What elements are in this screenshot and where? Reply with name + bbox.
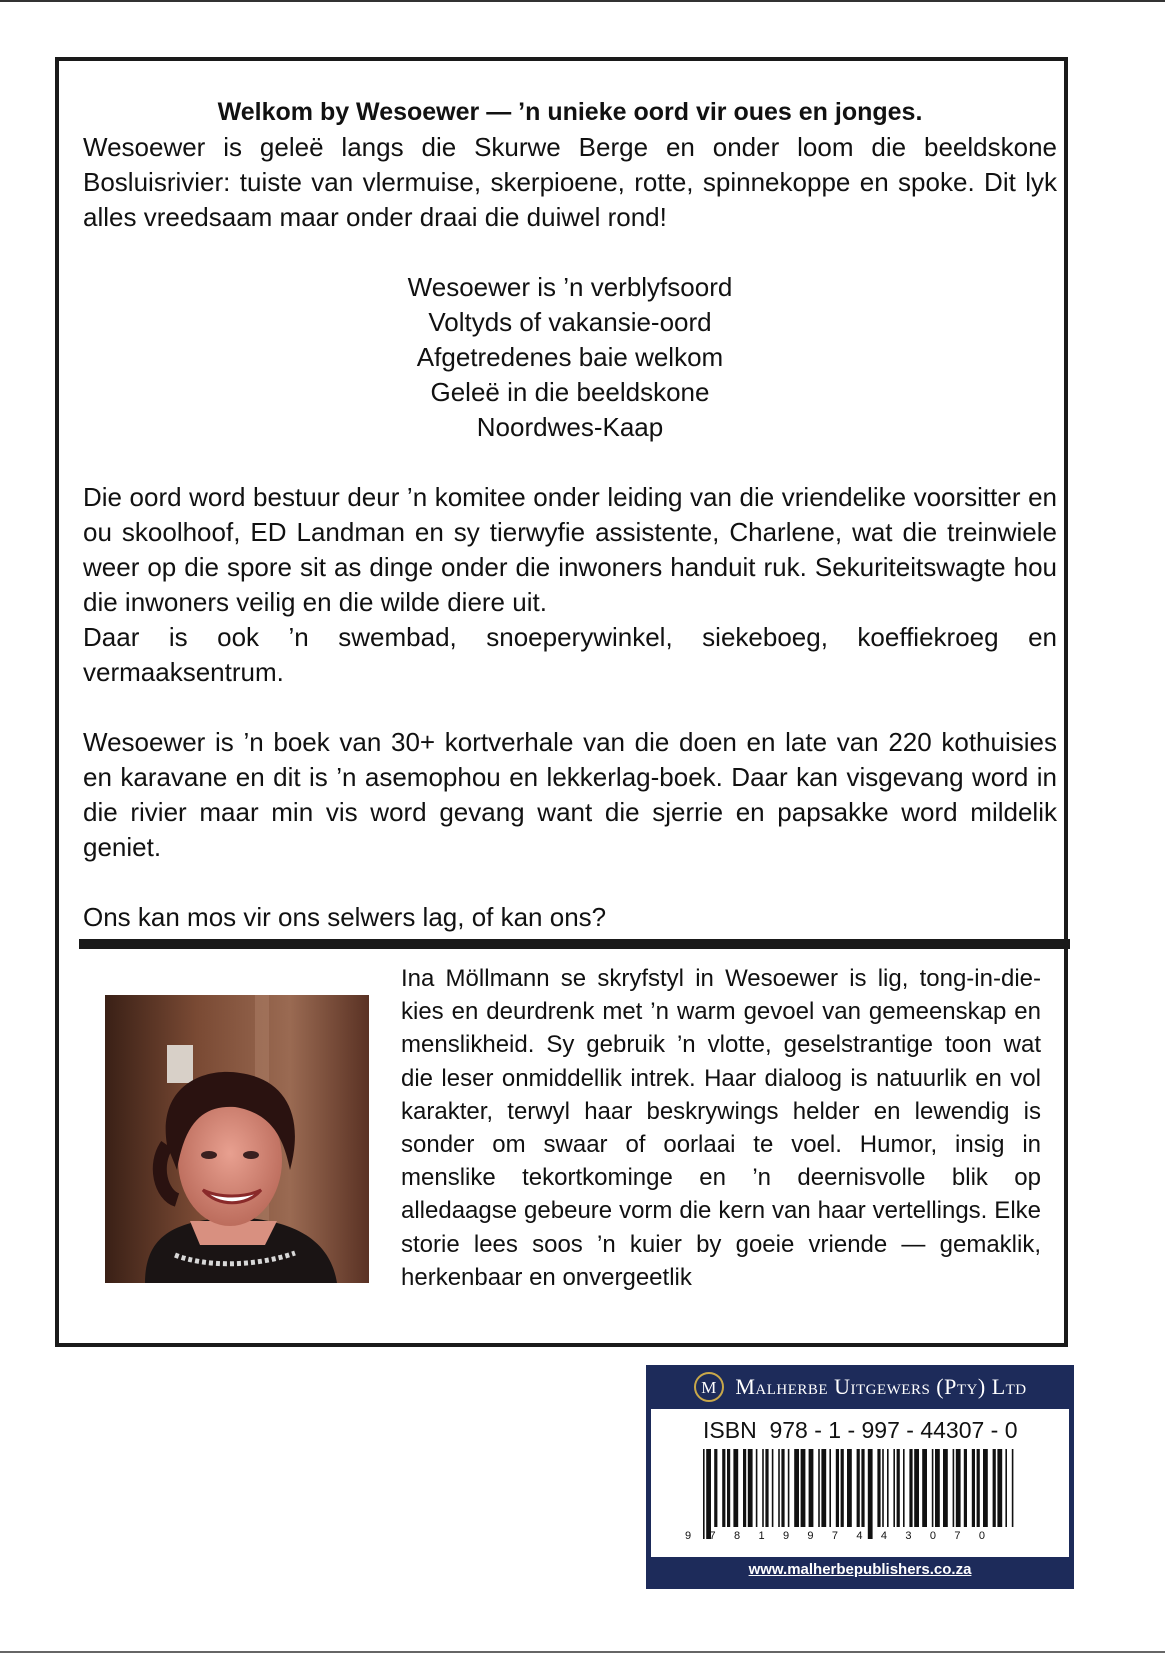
barcode-bar (993, 1449, 996, 1527)
barcode-bar (897, 1449, 900, 1527)
barcode-bar (788, 1449, 790, 1527)
blurb-book-description: Wesoewer is ’n boek van 30+ kortverhale van die doen en late van 220 kothuisies en karavane en dit is ’n asemophou en lekkerlag-boek. Daar kan visgevang word in die rivier maar min vis word gevang want die sjerrie en papsakke word mildelik geniet. (83, 727, 1057, 862)
barcode-bar (909, 1449, 912, 1527)
barcode-digit: 4 (880, 1530, 887, 1542)
barcode-bar (706, 1449, 711, 1539)
blurb-intro: Wesoewer is geleë langs die Skurwe Berge en onder loom die beeldskone Bosluisrivier: tuiste van vlermuise, skerpioene, rotte, spinnekoppe en spoke. Dit lyk alles vreedsaam maar onder draai die duiwel rond! (83, 132, 1057, 232)
back-cover-frame (55, 57, 1068, 1347)
author-bio: Ina Möllmann se skryfstyl in Wesoewer is lig, tong-in-die-kies en deurdrenk met ’n warm gevoel van gemeenskap en menslikheid. Sy gebruik ’n vlotte, geselstrantige toon wat die leser onmiddellik intrek. Haar dialoog is natuurlik en vol karakter, terwyl haar beskrywings helder en lewendig is sonder om swaar of oorlaai te voel. Humor, insig in menslike tekortkominge en ’n deernisvolle blik op alledaagse gebeure vorm die kern van haar vertellings. Elke storie lees soos ’n kuier by goeie vriende — gemaklik, herkenbaar en onvergeetlik (401, 965, 1041, 1291)
section-divider (79, 939, 1070, 949)
barcode-bar (964, 1449, 967, 1527)
barcode-bar (914, 1449, 919, 1527)
barcode-bar (722, 1449, 725, 1527)
barcode-bar (857, 1449, 860, 1527)
publisher-box (646, 1365, 1074, 1589)
barcode-bar (829, 1449, 831, 1527)
barcode-digit: 7 (954, 1530, 961, 1542)
publisher-logo-text: M (701, 1378, 718, 1397)
barcode-bar (922, 1449, 927, 1527)
barcode-digit: 4 (856, 1530, 863, 1542)
barcode-bar (794, 1449, 799, 1527)
poem-line: Afgetredenes baie welkom (416, 342, 724, 372)
blurb-closing: Ons kan mos vir ons selwers lag, of kan ons? (83, 902, 607, 932)
barcode-digit: 0 (929, 1530, 936, 1542)
poem-line: Wesoewer is ’n verblyfsoord (407, 272, 733, 302)
barcode-bar (861, 1449, 864, 1527)
barcode-bar (903, 1449, 905, 1527)
barcode-bar (997, 1449, 1002, 1527)
barcode-bar (809, 1449, 814, 1527)
barcode-bar (935, 1449, 940, 1527)
barcode-digit: 8 (733, 1530, 741, 1542)
bottom-edge-rule (0, 1651, 1165, 1653)
barcode-digit: 9 (807, 1530, 814, 1542)
barcode-digit: 0 (978, 1530, 985, 1542)
barcode-panel (651, 1409, 1069, 1557)
blurb-committee: Die oord word bestuur deur ’n komitee onder leiding van die vriendelike voorsitter en ou skoolhoof, ED Landman en sy tierwyfie assistente, Charlene, wat die treinwiele weer op die spore sit as dinge onder die inwoners handuit ruk. Sekuriteitswagte hou die inwoners veilig en die wilde diere uit. (83, 482, 1057, 617)
barcode-bar (818, 1449, 820, 1527)
barcode-bar (956, 1449, 961, 1527)
publisher-name: Malherbe Uitgewers (Pty) Ltd (735, 1374, 1027, 1399)
author-photo (105, 995, 369, 1283)
barcode-bar (821, 1449, 826, 1527)
barcode-bar (868, 1449, 873, 1539)
barcode-digit: 3 (905, 1530, 912, 1542)
barcode-bar (748, 1449, 753, 1527)
barcode-bar (781, 1449, 784, 1527)
barcode-bar (983, 1449, 988, 1527)
barcode-bar (733, 1449, 738, 1527)
barcode-bar (762, 1449, 764, 1527)
poem-line: Noordwes-Kaap (476, 412, 664, 442)
barcode-digit: 7 (831, 1530, 839, 1542)
poem-line: Voltyds of vakansie-oord (428, 307, 712, 337)
blurb-section (83, 95, 1057, 935)
barcode-bar (756, 1449, 758, 1527)
barcode-bar (877, 1449, 880, 1527)
barcode-bar (972, 1449, 975, 1527)
barcode-bar (943, 1449, 948, 1527)
barcode-bar (1012, 1449, 1014, 1527)
barcode-digit: 9 (782, 1530, 790, 1542)
barcode-bar (977, 1449, 980, 1527)
poem-line: Geleë in die beeldskone (430, 377, 710, 407)
top-edge-rule (0, 0, 1165, 2)
barcode-bar (882, 1449, 884, 1527)
barcode-digits (685, 1530, 985, 1546)
isbn-label: ISBN 978 - 1 - 997 - 44307 - 0 (703, 1417, 1018, 1443)
poem-verse (83, 270, 1057, 445)
blurb-facilities: Daar is ook ’n swembad, snoeperywinkel, siekeboeg, koeffiekroeg en vermaaksentrum. (83, 622, 1057, 687)
barcode-bar (765, 1449, 768, 1527)
barcode-bar (1005, 1449, 1007, 1527)
barcode-digit: 1 (758, 1530, 765, 1542)
barcode-bar (932, 1449, 934, 1527)
barcode-bar (847, 1449, 852, 1527)
barcode-bar (714, 1449, 717, 1527)
barcode-bar (727, 1449, 730, 1527)
barcode-bar (703, 1449, 705, 1539)
barcode-bar (743, 1449, 746, 1527)
barcode-bar (887, 1449, 889, 1527)
barcode-bar (953, 1449, 955, 1527)
barcode-bar (893, 1449, 895, 1527)
barcode-bar (836, 1449, 839, 1527)
barcode (701, 1449, 1017, 1539)
publisher-logo-icon (693, 1371, 725, 1403)
barcode-bar (841, 1449, 844, 1527)
blurb-title: Welkom by Wesoewer — ’n unieke oord vir oues en jonges. (217, 98, 923, 126)
barcode-bar (778, 1449, 780, 1527)
barcode-digit: 7 (709, 1530, 716, 1542)
publisher-header (646, 1365, 1074, 1409)
barcode-digit: 9 (685, 1530, 692, 1542)
barcode-bar (801, 1449, 806, 1527)
publisher-website-link[interactable]: www.malherbepublishers.co.za (748, 1561, 972, 1578)
barcode-bar (772, 1449, 774, 1527)
